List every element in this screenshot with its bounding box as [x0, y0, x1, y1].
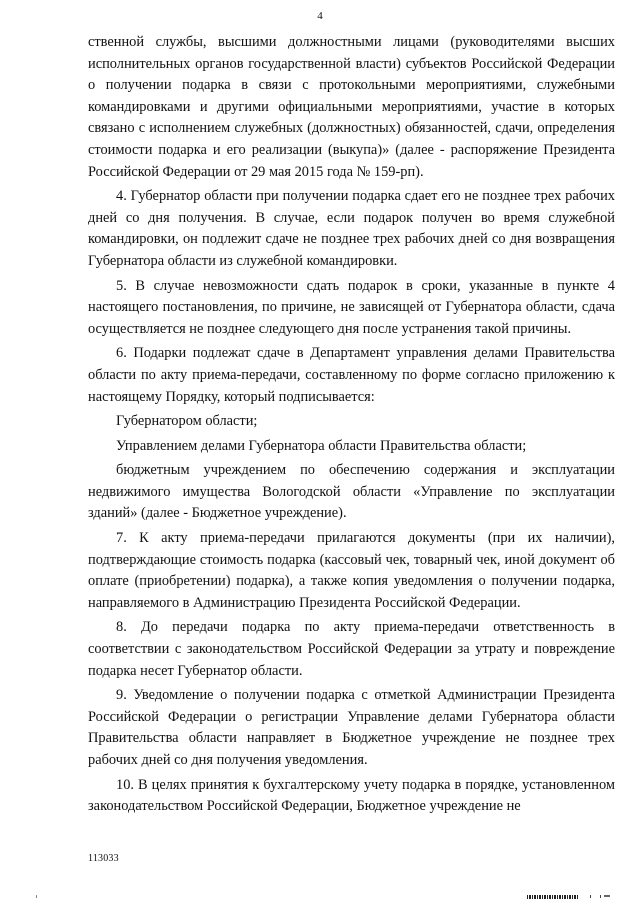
- paragraph-9: 9. Уведомление о получении подарка с отметкой Администрации Президента Российской Федерации о регистрации Управление делами Губернатора области Правительства области направляет в Бюджетное учреждение не позднее трех рабочих дней со дня получения уведомления.: [88, 687, 615, 768]
- signer-budget-institution: бюджетным учреждением по обеспечению содержания и эксплуатации недвижимого имущества Вологодской области «Управление по эксплуатации зданий» (далее - Бюджетное учреждение).: [88, 462, 615, 522]
- scan-tick-mark: [604, 895, 610, 897]
- paragraph-8: 8. До передачи подарка по акту приема-передачи ответственность в соответствии с законодательством Российской Федерации за утрату и повреждение подарка несет Губернатор области.: [88, 619, 615, 679]
- paragraph-10: 10. В целях принятия к бухгалтерскому учету подарка в порядке, установленном законодательством Российской Федерации, Бюджетное учреждение не: [88, 776, 615, 815]
- paragraph-7: 7. К акту приема-передачи прилагаются документы (при их наличии), подтверждающие стоимость подарка (кассовый чек, товарный чек, иной документ об оплате (приобретении) подарка), а также копия уведомления о получении подарка, направляемого в Администрацию Президента Российской Федерации.: [88, 530, 615, 611]
- paragraph-continuation: ственной службы, высшими должностными лицами (руководителями высших исполнительных органов государственной власти) субъектов Российской Федерации о получении подарка в связи с протокольными мероприятиями, служебными командировками и другими официальными мероприятиями, участие в которых связано с исполнением служебных (должностных) обязанностей, сдачи, определения стоимости подарка и его реализации (выкупа)» (далее - распоряжение Президента Российской Федерации от 29 мая 2015 года № 159-рп).: [88, 34, 615, 180]
- scan-tick-mark: [590, 895, 591, 898]
- document-body: [88, 32, 615, 818]
- paragraph-6: 6. Подарки подлежат сдаче в Департамент управления делами Правительства области по акту приема-передачи, составленному по форме согласно приложению к настоящему Порядку, который подписывается:: [88, 345, 615, 405]
- page-number: 4: [317, 10, 323, 22]
- scan-barcode-mark: [527, 895, 579, 899]
- signer-governor: Губернатором области;: [116, 413, 258, 430]
- scan-tick-mark: [600, 895, 601, 898]
- paragraph-4: 4. Губернатор области при получении подарка сдает его не позднее трех рабочих дней со дня получения. В случае, если подарок получен во время служебной командировки, он подлежит сдаче не позднее трех рабочих дней со дня возвращения Губернатора области из служебной командировки.: [88, 188, 615, 269]
- scan-mark-left: [36, 895, 37, 898]
- document-code: 113033: [88, 853, 119, 864]
- paragraph-5: 5. В случае невозможности сдать подарок в сроки, указанные в пункте 4 настоящего постановления, по причине, не зависящей от Губернатора области, сдача осуществляется не позднее следующего дня после устранения такой причины.: [88, 277, 615, 337]
- signer-administration: Управлением делами Губернатора области Правительства области;: [116, 437, 527, 454]
